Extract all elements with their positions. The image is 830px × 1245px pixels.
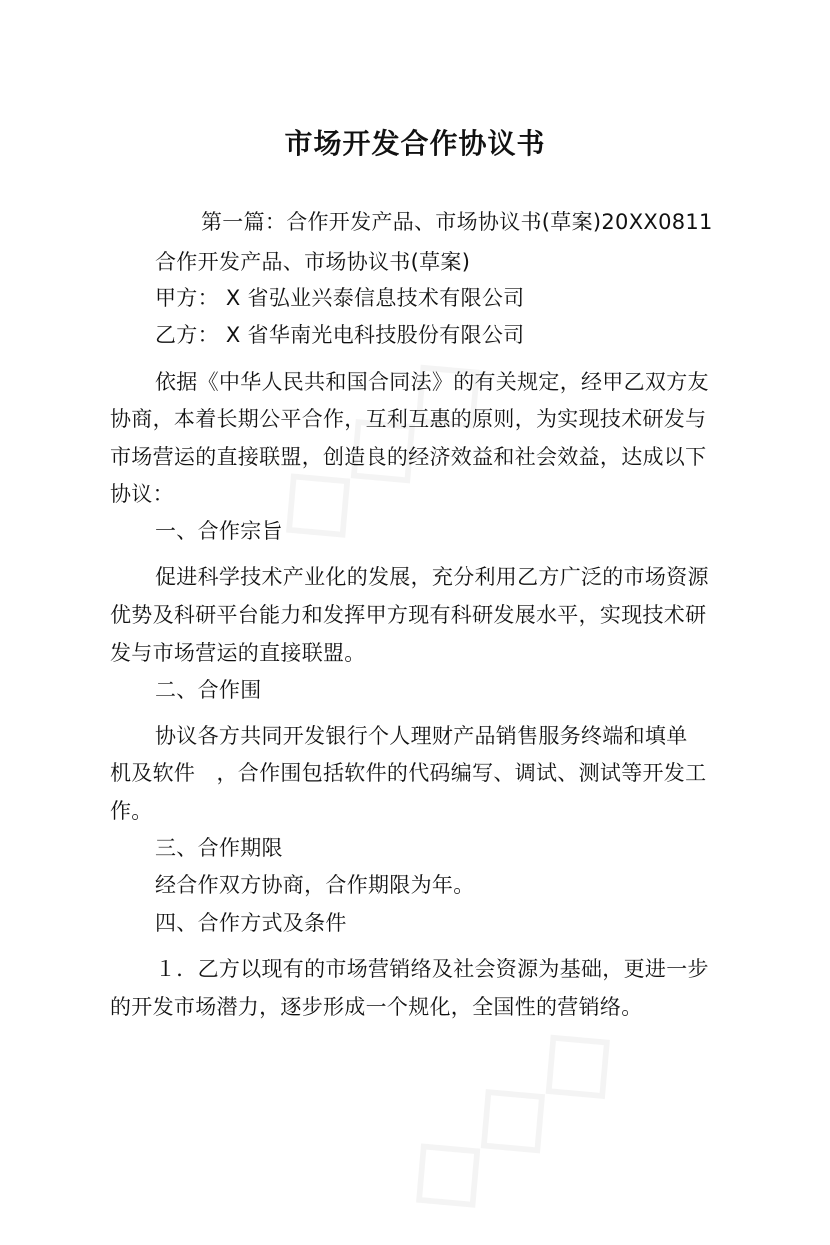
paragraph-line: 的开发市场潜力，逐步形成一个规化，全国性的营销络。 <box>110 995 643 1019</box>
section-heading: 二、合作围 <box>155 678 262 702</box>
section-heading: 三、合作期限 <box>155 836 283 860</box>
paragraph-line: 合作开发产品、市场协议书(草案) <box>155 250 471 274</box>
paragraph-line: 经合作双方协商，合作期限为年。 <box>155 873 475 897</box>
watermark-mark <box>369 983 646 1244</box>
paragraph-line: 优势及科研平台能力和发挥甲方现有科研发展水平，实现技术研 <box>110 603 707 627</box>
paragraph-line: 第一篇：合作开发产品、市场协议书(草案)20XX0811 <box>201 210 713 234</box>
paragraph-line: 协议各方共同开发银行个人理财产品销售服务终端和填单 <box>155 724 688 748</box>
paragraph-line: 作。 <box>110 799 153 823</box>
section-heading: 一、合作宗旨 <box>155 519 283 543</box>
paragraph-line: 协议： <box>110 482 174 506</box>
paragraph-line: 促进科学技术产业化的发展，充分利用乙方广泛的市场资源 <box>155 565 709 589</box>
paragraph-line: １．乙方以现有的市场营销络及社会资源为基础，更进一步 <box>155 957 709 981</box>
document-title: 市场开发合作协议书 <box>284 127 546 160</box>
paragraph-line: 甲方： X 省弘业兴泰信息技术有限公司 <box>155 286 525 310</box>
paragraph-line: 乙方： X 省华南光电科技股份有限公司 <box>155 323 525 347</box>
section-heading: 四、合作方式及条件 <box>155 911 347 935</box>
paragraph-line: 依据《中华人民共和国合同法》的有关规定，经甲乙双方友 <box>155 370 709 394</box>
paragraph-line: 市场营运的直接联盟，创造良的经济效益和社会效益，达成以下 <box>110 445 707 469</box>
paragraph-line: 协商，本着长期公平合作，互利互惠的原则，为实现技术研发与 <box>110 407 707 431</box>
paragraph-line: 发与市场营运的直接联盟。 <box>110 641 366 665</box>
paragraph-line: 机及软件 ，合作围包括软件的代码编写、调试、测试等开发工 <box>110 761 707 785</box>
